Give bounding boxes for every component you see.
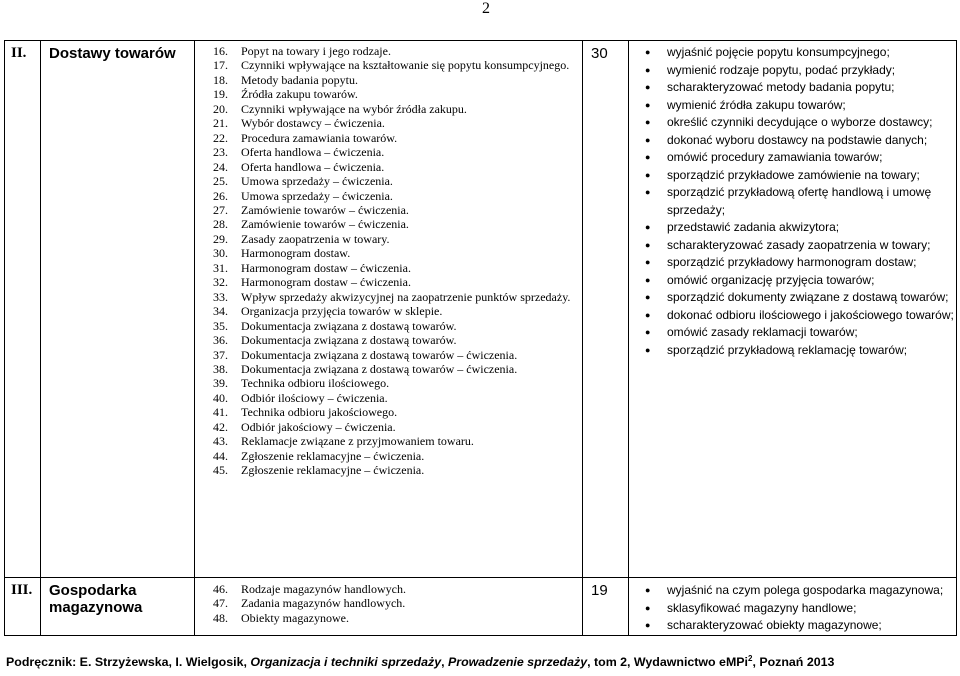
outcome-text: scharakteryzować metody badania popytu; (667, 80, 895, 94)
topic-item (213, 275, 582, 289)
outcome-text: przedstawić zadania akwizytora; (667, 220, 840, 234)
outcome-item (643, 307, 956, 325)
topic-number: 30. (213, 246, 228, 261)
outcome-item (643, 219, 956, 237)
outcome-text: sporządzić przykładową reklamację towarów; (667, 342, 908, 357)
bullet-icon: ● (645, 327, 651, 337)
topic-item (213, 362, 582, 376)
outcome-text: wyjaśnić pojęcie popytu konsumpcyjnego; (667, 45, 890, 59)
bullet-icon: ● (645, 274, 651, 285)
bullet-icon: ● (645, 309, 651, 320)
outcome-item (643, 97, 956, 115)
bullet-icon: ● (645, 47, 651, 57)
topic-number: 19. (213, 87, 228, 102)
topic-item (213, 420, 582, 434)
outcome-item (643, 114, 956, 132)
topic-text: Zgłoszenie reklamacyjne – ćwiczenia. (241, 448, 425, 463)
footer-title-1: Organizacja i techniki sprzedaży (250, 655, 442, 670)
outcome-item (643, 617, 956, 635)
topic-text: Technika odbioru ilościowego. (241, 376, 390, 391)
bullet-icon: ● (645, 344, 651, 355)
topic-item (213, 376, 582, 390)
topic-text: Czynniki wpływające na wybór źródła zakupu. (241, 101, 467, 116)
bullet-icon: ● (645, 620, 651, 630)
topic-number: 40. (213, 390, 228, 405)
topic-text: Umowa sprzedaży – ćwiczenia. (241, 174, 393, 189)
bullet-icon: ● (645, 99, 651, 110)
outcome-item (643, 254, 956, 272)
topic-number: 44. (213, 448, 228, 463)
topic-text: Odbiór jakościowy – ćwiczenia. (241, 419, 396, 434)
topic-text: Harmonogram dostaw. (241, 246, 351, 261)
outcome-text: wymienić rodzaje popytu, podać przykłady; (667, 62, 896, 77)
outcome-item (643, 132, 956, 150)
topic-text: Harmonogram dostaw – ćwiczenia. (241, 260, 411, 275)
topic-item (213, 160, 582, 174)
topic-text: Procedura zamawiania towarów. (241, 130, 398, 145)
page-number: 2 (482, 0, 490, 17)
topic-text: Wybór dostawcy – ćwiczenia. (241, 116, 385, 131)
topic-text: Dokumentacja związana z dostawą towarów – ćwiczenia. (241, 347, 518, 362)
topic-number: 28. (213, 217, 228, 232)
hours-cell (583, 41, 629, 578)
topic-text: Harmonogram dostaw – ćwiczenia. (241, 275, 411, 290)
section-number: III. (11, 582, 33, 598)
section-number-cell (5, 41, 41, 578)
topic-text: Technika odbioru jakościowego. (241, 405, 398, 420)
topics-cell (195, 41, 583, 578)
topic-number: 48. (213, 610, 228, 625)
topic-item (213, 131, 582, 145)
topic-text: Obiekty magazynowe. (241, 610, 349, 625)
footer-superscript: 2 (747, 654, 753, 663)
topic-number: 22. (213, 130, 228, 145)
topic-number: 21. (213, 116, 228, 131)
topic-number: 35. (213, 318, 228, 333)
bullet-icon: ● (645, 602, 651, 613)
topic-item (213, 405, 582, 419)
topic-item (213, 596, 582, 610)
outcome-item (643, 272, 956, 290)
bullet-icon: ● (645, 585, 651, 595)
topic-item (213, 246, 582, 260)
outcome-item (643, 342, 956, 360)
topic-number: 45. (213, 463, 228, 478)
outcome-text: sporządzić przykładowy harmonogram dostaw; (667, 255, 917, 269)
section-row (5, 578, 957, 636)
outcome-text: omówić organizację przyjęcia towarów; (667, 272, 875, 287)
bullet-icon: ● (645, 117, 651, 127)
outcome-text: wyjaśnić na czym polega gospodarka magazynowa; (667, 583, 944, 597)
topic-text: Dokumentacja związana z dostawą towarów. (241, 318, 457, 333)
bullet-icon: ● (645, 134, 651, 145)
bullet-icon: ● (645, 169, 651, 180)
topic-item (213, 304, 582, 318)
topic-item (213, 319, 582, 333)
section-title-cell (41, 41, 195, 578)
outcome-item (643, 79, 956, 97)
outcome-item (643, 44, 956, 62)
bullet-icon: ● (645, 292, 651, 302)
topic-text: Popyt na towary i jego rodzaje. (241, 44, 391, 58)
topic-number: 25. (213, 174, 228, 189)
hours-cell (583, 578, 629, 636)
topic-text: Organizacja przyjęcia towarów w sklepie. (241, 304, 443, 319)
outcomes-cell (629, 41, 957, 578)
topic-item (213, 217, 582, 231)
topic-text: Odbiór ilościowy – ćwiczenia. (241, 390, 388, 405)
section-row (5, 41, 957, 578)
topic-number: 16. (213, 44, 228, 58)
topic-number: 41. (213, 405, 228, 420)
outcome-item (643, 184, 956, 219)
outcomes-list (629, 41, 956, 359)
topic-item (213, 434, 582, 448)
topic-number: 37. (213, 347, 228, 362)
topic-item (213, 87, 582, 101)
footer-publisher: , tom 2, Wydawnictwo eMPi (587, 655, 748, 670)
topic-number: 26. (213, 188, 228, 203)
topic-item (213, 232, 582, 246)
footer-separator: , (441, 655, 448, 670)
footer-citation (6, 654, 956, 669)
outcome-text: omówić procedury zamawiania towarów; (667, 150, 883, 164)
outcome-text: sporządzić przykładowe zamówienie na towary; (667, 167, 920, 182)
topic-text: Źródła zakupu towarów. (241, 87, 358, 102)
topic-item (213, 145, 582, 159)
topic-number: 18. (213, 72, 228, 87)
topic-text: Oferta handlowa – ćwiczenia. (241, 159, 385, 174)
topic-text: Oferta handlowa – ćwiczenia. (241, 145, 385, 160)
topics-cell (195, 578, 583, 636)
outcomes-list (629, 578, 956, 635)
outcome-text: sklasyfikować magazyny handlowe; (667, 600, 857, 615)
section-title-cell (41, 578, 195, 636)
outcome-item (643, 149, 956, 167)
topic-number: 32. (213, 275, 228, 290)
bullet-icon: ● (645, 82, 651, 92)
topic-item (213, 290, 582, 304)
footer-place-year: , Poznań 2013 (752, 655, 835, 670)
topic-number: 46. (213, 582, 228, 596)
topic-item (213, 189, 582, 203)
topic-text: Reklamacje związane z przyjmowaniem towaru. (241, 434, 474, 449)
topic-item (213, 73, 582, 87)
outcome-text: scharakteryzować obiekty magazynowe; (667, 618, 882, 632)
topic-text: Zgłoszenie reklamacyjne – ćwiczenia. (241, 463, 425, 478)
topic-number: 31. (213, 260, 228, 275)
outcome-text: sporządzić dokumenty związane z dostawą towarów; (667, 290, 949, 304)
topic-number: 36. (213, 333, 228, 348)
topic-text: Wpływ sprzedaży akwizycyjnej na zaopatrzenie punktów sprzedaży. (241, 289, 571, 304)
section-title: Dostawy towarów (49, 45, 176, 62)
footer-authors: E. Strzyżewska, I. Wielgosik, (76, 655, 251, 670)
topic-item (213, 44, 582, 58)
topics-list (195, 41, 582, 478)
topic-number: 42. (213, 419, 228, 434)
topic-item (213, 203, 582, 217)
topic-number: 39. (213, 376, 228, 391)
topic-text: Umowa sprzedaży – ćwiczenia. (241, 188, 393, 203)
outcome-item (643, 289, 956, 307)
topic-text: Zadania magazynów handlowych. (241, 596, 406, 611)
topics-list (195, 578, 582, 625)
outcome-text: dokonać wyboru dostawcy na podstawie danych; (667, 132, 928, 147)
topic-number: 20. (213, 101, 228, 116)
topic-text: Czynniki wpływające na kształtowanie się popytu konsumpcyjnego. (241, 58, 570, 73)
section-number: II. (11, 45, 27, 61)
topic-text: Dokumentacja związana z dostawą towarów. (241, 333, 457, 348)
topic-number: 17. (213, 58, 228, 73)
topic-number: 29. (213, 231, 228, 246)
section-number-cell (5, 578, 41, 636)
topic-number: 38. (213, 361, 228, 376)
topic-number: 33. (213, 289, 228, 304)
topic-item (213, 449, 582, 463)
hours-value: 30 (591, 45, 608, 62)
topic-number: 24. (213, 159, 228, 174)
topic-text: Rodzaje magazynów handlowych. (241, 582, 406, 596)
bullet-icon: ● (645, 187, 651, 197)
outcome-text: omówić zasady reklamacji towarów; (667, 325, 858, 339)
bullet-icon: ● (645, 257, 651, 267)
topic-item (213, 611, 582, 625)
footer-label: Podręcznik: (6, 655, 77, 670)
topic-item (213, 58, 582, 72)
topic-text: Metody badania popytu. (241, 72, 358, 87)
bullet-icon: ● (645, 239, 651, 250)
topic-item (213, 463, 582, 477)
topic-item (213, 116, 582, 130)
bullet-icon: ● (645, 64, 651, 75)
bullet-icon: ● (645, 222, 651, 232)
outcome-item (643, 237, 956, 255)
topic-item (213, 102, 582, 116)
outcome-text: sporządzić przykładową ofertę handlową i umowę sprzedaży; (667, 185, 932, 217)
topic-text: Zamówienie towarów – ćwiczenia. (241, 202, 409, 217)
outcome-text: scharakteryzować zasady zaopatrzenia w towary; (667, 237, 931, 252)
topic-number: 27. (213, 202, 228, 217)
section-title: Gospodarka magazynowa (49, 582, 143, 616)
hours-value: 19 (591, 582, 608, 599)
topic-item (213, 391, 582, 405)
outcome-item (643, 324, 956, 342)
outcome-item (643, 600, 956, 618)
topic-item (213, 333, 582, 347)
topic-number: 23. (213, 145, 228, 160)
outcome-item (643, 62, 956, 80)
topic-text: Zamówienie towarów – ćwiczenia. (241, 217, 409, 232)
curriculum-table (4, 40, 957, 636)
outcome-text: określić czynniki decydujące o wyborze dostawcy; (667, 115, 933, 129)
outcomes-cell (629, 578, 957, 636)
footer-title-2: Prowadzenie sprzedaży (448, 655, 588, 670)
topic-number: 43. (213, 434, 228, 449)
bullet-icon: ● (645, 152, 651, 162)
outcome-item (643, 582, 956, 600)
topic-item (213, 261, 582, 275)
topic-number: 34. (213, 304, 228, 319)
topic-item (213, 582, 582, 596)
topic-item (213, 348, 582, 362)
topic-text: Zasady zaopatrzenia w towary. (241, 231, 390, 246)
topic-item (213, 174, 582, 188)
outcome-text: wymienić źródła zakupu towarów; (667, 97, 846, 112)
outcome-item (643, 167, 956, 185)
outcome-text: dokonać odbioru ilościowego i jakościowego towarów; (667, 307, 954, 322)
topic-text: Dokumentacja związana z dostawą towarów – ćwiczenia. (241, 361, 518, 376)
topic-number: 47. (213, 596, 228, 611)
